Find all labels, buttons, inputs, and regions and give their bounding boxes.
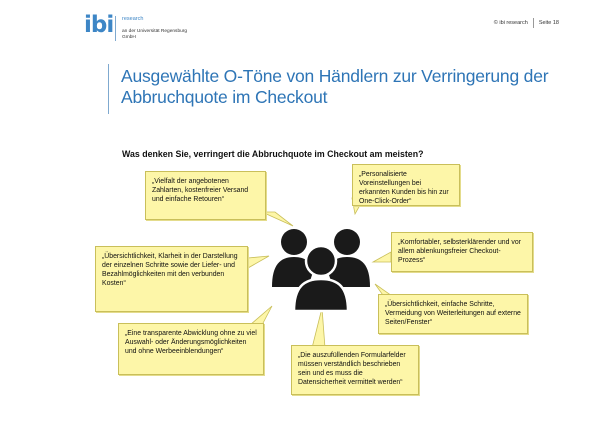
quote-callout-2: [352, 164, 460, 206]
quote-callout-3: [95, 246, 248, 312]
logo-research: research: [122, 16, 144, 22]
page-number: Seite 18: [538, 20, 559, 26]
quote-text-2: „Personalisierte Voreinstellungen bei erkannten Kunden bis hin zur One-Click-Order“: [359, 171, 449, 205]
quote-callout-4: [391, 232, 533, 272]
quote-text-1: „Vielfalt der angebotenen Zahlarten, kostenfreier Versand und einfache Retouren“: [152, 178, 249, 203]
quote-callout-6: [118, 323, 264, 375]
slide-title: Ausgewählte O-Töne von Händlern zur Verringerung der Abbruchquote im Checkout: [121, 66, 549, 107]
copyright-text: © ibi research: [493, 20, 528, 26]
quote-callout-5: [378, 294, 528, 334]
quote-text-6: „Eine transparente Abwicklung ohne zu viel Auswahl- oder Änderungsmöglichkeiten und ohne Werbeeinblendungen“: [125, 330, 257, 355]
callout-tail-3: [248, 256, 269, 268]
quote-text-5: „Übersichtlichkeit, einfache Schritte, Vermeidung von Weiterleitungen auf externe Seiten/Fenster“: [385, 301, 521, 326]
quote-callout-1: [145, 171, 266, 220]
quote-text-3: „Übersichtlichkeit, Klarheit in der Darstellung der einzelnen Schritte sowie der Liefer- und Bezahlmöglichkeiten mit den verbunden Kosten“: [102, 253, 238, 287]
people-group-icon: [268, 225, 374, 313]
slide-question: Was denken Sie, verringert die Abbruchquote im Checkout am meisten?: [122, 149, 424, 159]
logo-mark: ibi: [84, 12, 114, 38]
quote-text-4: „Komfortabler, selbsterklärender und vor allem ablenkungsfreier Checkout-Prozess“: [398, 239, 521, 264]
callout-tail-4: [373, 252, 391, 262]
logo-affiliation: an der Universität Regensburg GmbH: [122, 29, 188, 40]
callout-tail-1: [262, 212, 293, 226]
quote-text-7: „Die auszufüllenden Formularfelder müssen verständlich beschrieben sein und es muss die Datensicherheit vermittelt werden“: [298, 352, 406, 386]
quote-callout-7: [291, 345, 419, 395]
callout-tail-7: [312, 308, 325, 348]
